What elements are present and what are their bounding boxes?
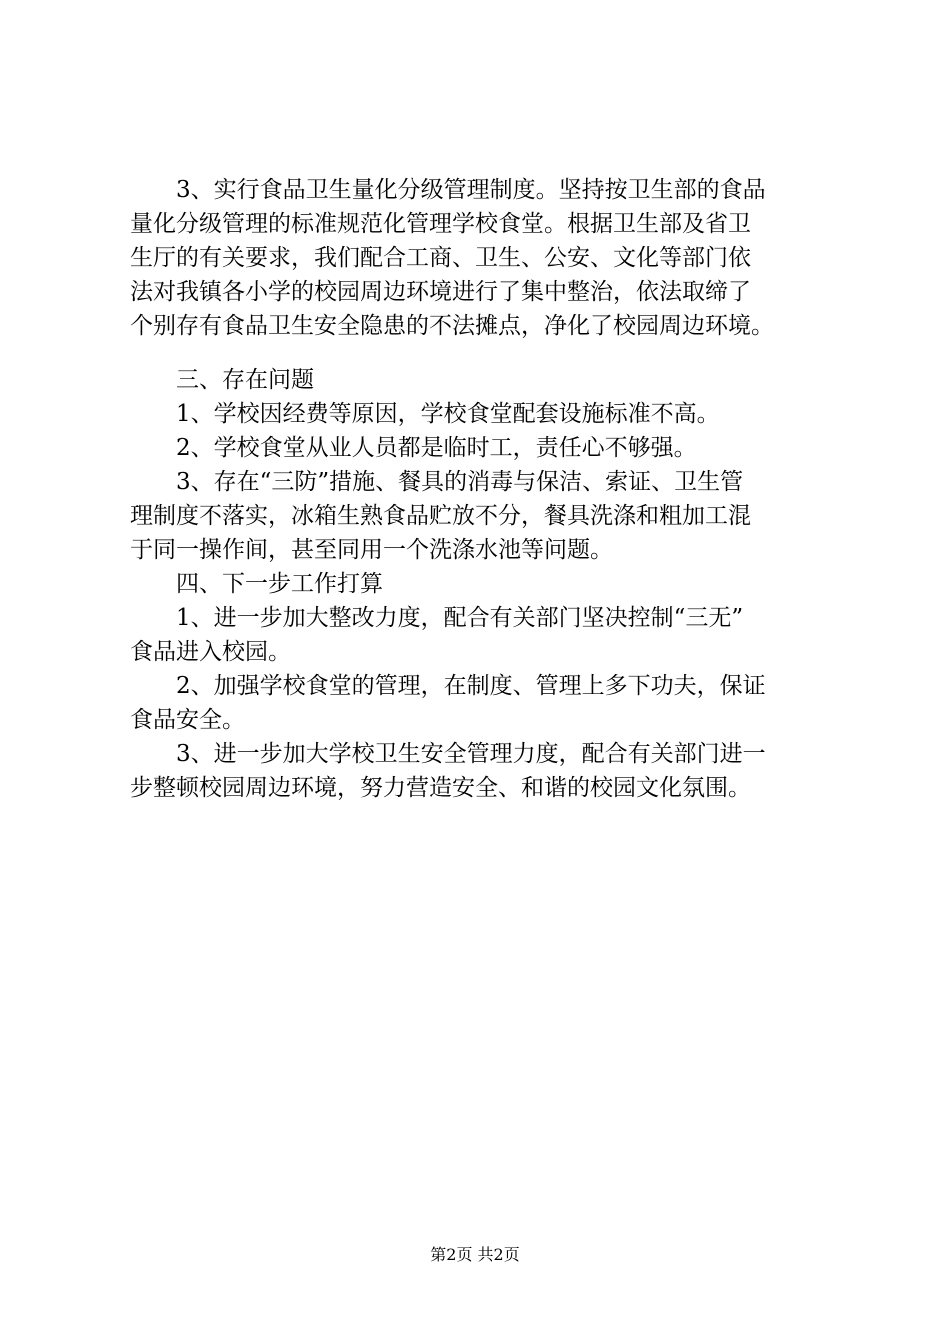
problem-item-3-line-1: 3、存在“三防”措施、餐具的消毒与保洁、索证、卫生管: [176, 469, 744, 495]
next-step-item-2-line-1: 2、加强学校食堂的管理，在制度、管理上多下功夫，保证: [176, 673, 766, 699]
next-step-item-1-line-1: 1、进一步加大整改力度，配合有关部门坚决控制“三无”: [176, 605, 744, 631]
paragraph-food-grading-line-4: 法对我镇各小学的校园周边环境进行了集中整治，依法取缔了: [130, 279, 751, 305]
paragraph-food-grading-line-5: 个别存有食品卫生安全隐患的不法摊点，净化了校园周边环境。: [130, 313, 774, 339]
section-heading-next-steps: 四、下一步工作打算: [176, 571, 383, 597]
problem-item-1: 1、学校因经费等原因，学校食堂配套设施标准不高。: [176, 401, 720, 427]
next-step-item-3-line-1: 3、进一步加大学校卫生安全管理力度，配合有关部门进一: [176, 741, 766, 767]
paragraph-food-grading-line-2: 量化分级管理的标准规范化管理学校食堂。根据卫生部及省卫: [130, 211, 751, 237]
problem-item-2: 2、学校食堂从业人员都是临时工，责任心不够强。: [176, 435, 697, 461]
problem-item-3-line-2: 理制度不落实，冰箱生熟食品贮放不分，餐具洗涤和粗加工混: [130, 503, 751, 529]
paragraph-food-grading-line-1: 3、实行食品卫生量化分级管理制度。坚持按卫生部的食品: [176, 177, 766, 203]
paragraph-food-grading-line-3: 生厅的有关要求，我们配合工商、卫生、公安、文化等部门依: [130, 245, 751, 271]
next-step-item-1-line-2: 食品进入校园。: [130, 639, 291, 665]
page-number-footer: 第2页 共2页: [430, 1245, 520, 1264]
next-step-item-3-line-2: 步整顿校园周边环境，努力营造安全、和谐的校园文化氛围。: [130, 775, 751, 801]
problem-item-3-line-3: 于同一操作间，甚至同用一个洗涤水池等问题。: [130, 537, 613, 563]
next-step-item-2-line-2: 食品安全。: [130, 707, 245, 733]
section-heading-problems: 三、存在问题: [176, 367, 314, 393]
